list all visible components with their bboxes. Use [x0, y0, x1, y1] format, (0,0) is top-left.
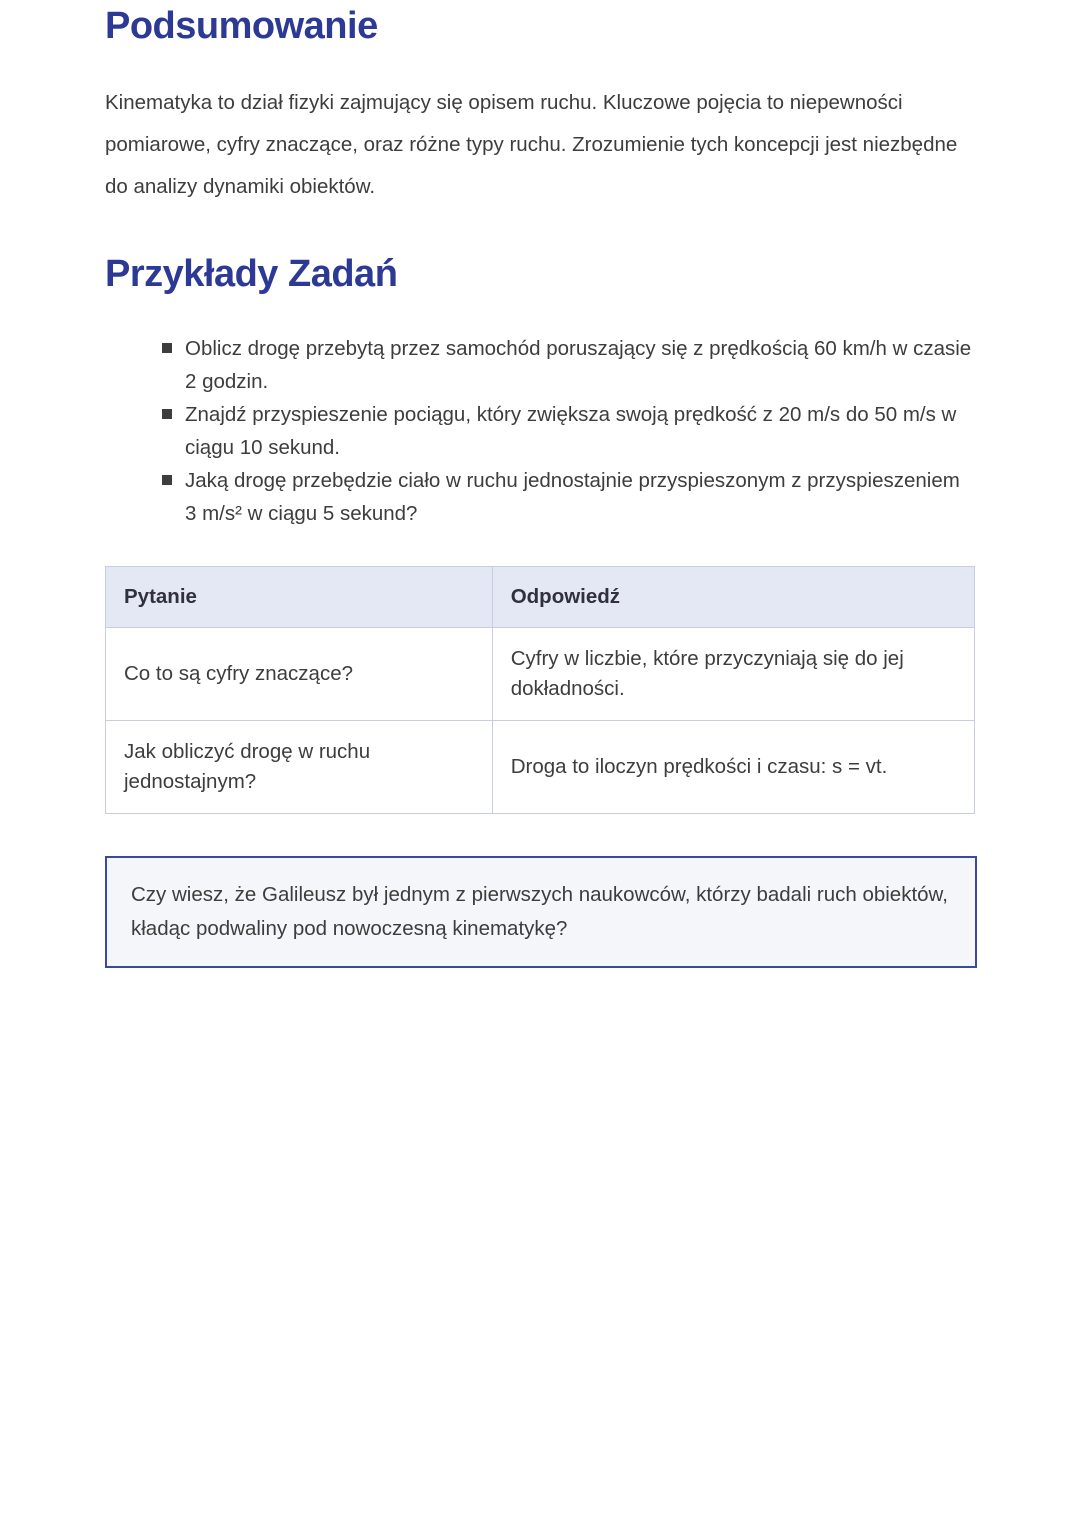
list-item: Oblicz drogę przebytą przez samochód poruszający się z prędkością 60 km/h w czasie 2 godzin. [105, 332, 975, 398]
answer-cell: Cyfry w liczbie, które przyczyniają się do jej dokładności. [492, 628, 974, 721]
column-header-question: Pytanie [106, 567, 493, 628]
table-row [106, 721, 975, 814]
column-header-answer: Odpowiedź [492, 567, 974, 628]
example-task-list [105, 332, 975, 530]
table-row [106, 628, 975, 721]
list-item: Jaką drogę przebędzie ciało w ruchu jednostajnie przyspieszonym z przyspieszeniem 3 m/s² w ciągu 5 sekund? [105, 464, 975, 530]
did-you-know-callout [105, 856, 977, 968]
list-item: Znajdź przyspieszenie pociągu, który zwiększa swoją prędkość z 20 m/s do 50 m/s w ciągu 10 sekund. [105, 398, 975, 464]
answer-cell: Droga to iloczyn prędkości i czasu: s = vt. [492, 721, 974, 814]
examples-heading: Przykłady Zadań [105, 253, 398, 295]
qa-table [105, 566, 975, 814]
question-cell: Co to są cyfry znaczące? [106, 628, 493, 721]
table-header-row [106, 567, 975, 628]
callout-text: Czy wiesz, że Galileusz był jednym z pierwszych naukowców, którzy badali ruch obiektów, kładąc podwaliny pod nowoczesną kinematykę? [131, 883, 948, 940]
summary-paragraph: Kinematyka to dział fizyki zajmujący się opisem ruchu. Kluczowe pojęcia to niepewności pomiarowe, cyfry znaczące, oraz różne typy ruchu. Zrozumienie tych koncepcji jest niezbędne do analizy dynamiki obiektów. [105, 91, 958, 198]
question-cell: Jak obliczyć drogę w ruchu jednostajnym? [106, 721, 493, 814]
summary-heading: Podsumowanie [105, 5, 378, 47]
